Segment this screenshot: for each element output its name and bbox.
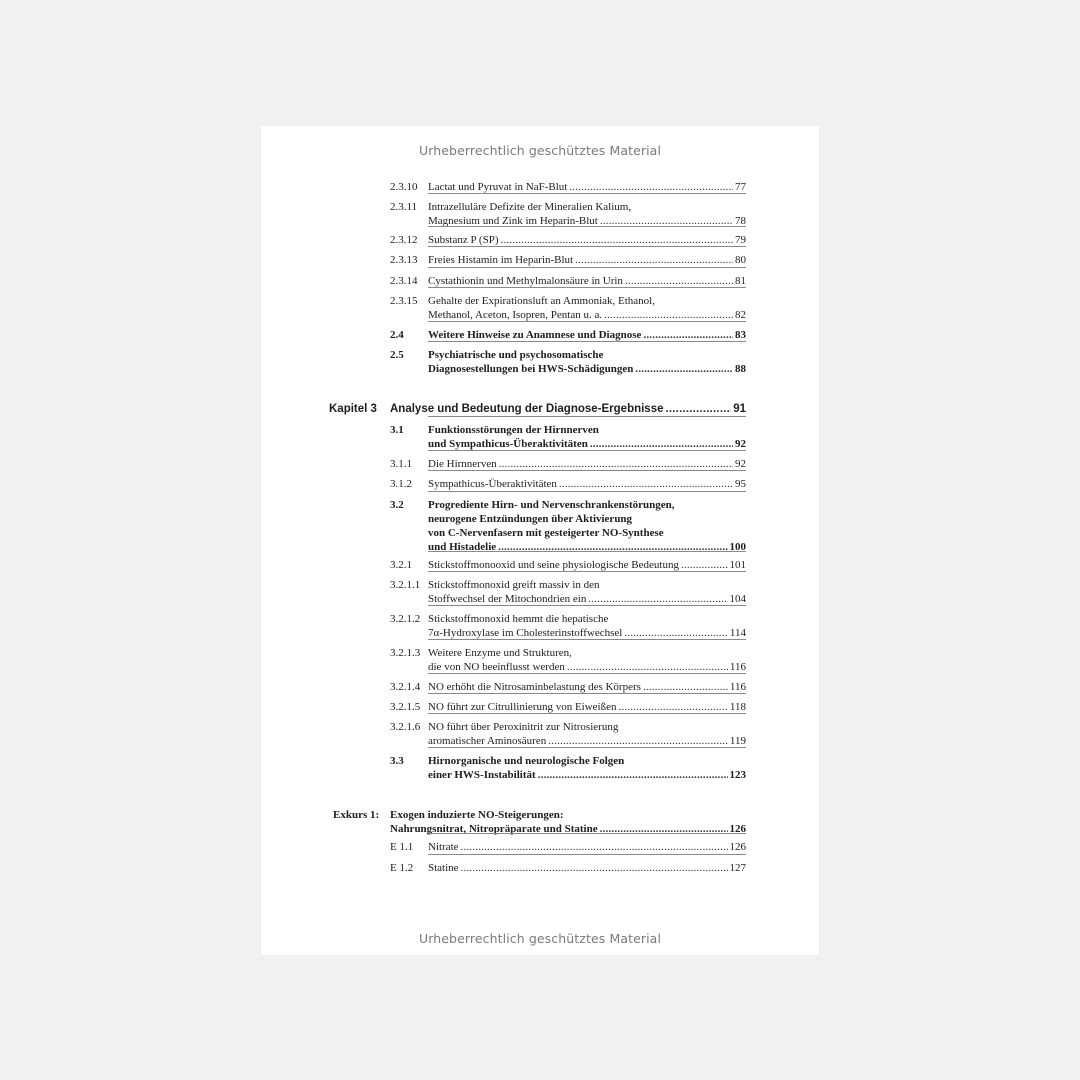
toc-page-number: 100: [729, 541, 746, 553]
entry-divider: [428, 450, 746, 451]
toc-entry-title: [428, 274, 746, 288]
toc-page-number: 82: [735, 309, 746, 321]
toc-entry-title: [428, 477, 746, 491]
toc-entry-number: E 1.1: [390, 841, 414, 853]
toc-entry-title-line: Methanol, Aceton, Isopren, Pentan u. a.: [428, 309, 603, 321]
leader-dots: [548, 734, 728, 748]
toc-page-number: 91: [733, 403, 746, 415]
entry-divider: [428, 551, 746, 552]
leader-dots: [619, 700, 728, 714]
leader-dots: [588, 592, 727, 606]
leader-dots: [461, 861, 728, 875]
toc-entry-title-line: Substanz P (SP): [428, 234, 499, 246]
leader-dots: [590, 437, 733, 451]
toc-entry-title-line: Intrazelluläre Defizite der Mineralien Kalium,: [428, 201, 632, 213]
toc-page-number: 78: [735, 215, 746, 227]
toc-entry-title-line: Progrediente Hirn- und Nervenschrankenstörungen,: [428, 499, 675, 511]
leader-dots: [461, 840, 728, 854]
toc-entry-title-line: Hirnorganische und neurologische Folgen: [428, 755, 625, 767]
toc-page-number: 118: [729, 701, 746, 713]
toc-entry-title-line: Stickstoffmonooxid und seine physiologische Bedeutung: [428, 559, 679, 571]
leader-dots: [625, 274, 733, 288]
toc-entry-title-line: und Histadelie: [428, 541, 497, 553]
entry-divider: [428, 747, 746, 748]
toc-entry-title: [428, 180, 746, 194]
toc-page-number: 80: [735, 254, 746, 266]
toc-entry-number: 3.2.1.5: [390, 701, 421, 713]
toc-page-number: 92: [735, 458, 746, 470]
toc-entry-number: 2.3.14: [390, 275, 418, 287]
toc-page-number: 81: [735, 275, 746, 287]
toc-entry-title: [428, 253, 746, 267]
toc-page-number: 79: [735, 234, 746, 246]
entry-divider: [428, 341, 746, 342]
watermark-top: Urheberrechtlich geschütztes Material: [418, 143, 662, 158]
toc-entry-title-line: Stickstoffmonoxid hemmt die hepatische: [428, 613, 609, 625]
leader-dots: [569, 180, 733, 194]
toc-entry-number: Kapitel 3: [329, 403, 377, 415]
toc-entry-title-line: Die Hirnnerven: [428, 458, 497, 470]
toc-page-number: 126: [729, 823, 746, 835]
toc-entry-number: 3.2.1.1: [390, 579, 421, 591]
toc-entry-title-line: Psychiatrische und psychosomatische: [428, 349, 604, 361]
entry-divider: [428, 321, 746, 322]
leader-dots: [575, 253, 733, 267]
toc-page-number: 119: [729, 735, 746, 747]
toc-entry-number: 3.2.1.4: [390, 681, 421, 693]
toc-entry-number: 2.3.12: [390, 234, 418, 246]
toc-entry-number: 3.3: [390, 755, 404, 767]
entry-divider: [428, 673, 746, 674]
toc-entry-title-line: Lactat und Pyruvat in NaF-Blut: [428, 181, 568, 193]
toc-entry-number: 2.3.13: [390, 254, 418, 266]
toc-entry-number: E 1.2: [390, 862, 414, 874]
toc-entry-title: [428, 423, 746, 451]
toc-entry-number: 2.4: [390, 329, 404, 341]
toc-entry-title: [428, 578, 746, 606]
toc-entry-title: [428, 200, 746, 228]
leader-dots: [624, 626, 728, 640]
toc-entry-title-line: Magnesium und Zink im Heparin-Blut: [428, 215, 598, 227]
entry-divider: [428, 287, 746, 288]
leader-dots: [567, 660, 728, 674]
toc-entry-title-line: Weitere Hinweise zu Anamnese und Diagnose: [428, 329, 642, 341]
toc-entry-title-line: die von NO beeinflusst werden: [428, 661, 565, 673]
entry-divider: [428, 193, 746, 194]
toc-entry-title-line: Statine: [428, 862, 459, 874]
toc-entry-title-line: Diagnosestellungen bei HWS-Schädigungen: [428, 363, 634, 375]
leader-dots: [538, 768, 728, 782]
toc-page-number: 95: [735, 478, 746, 490]
toc-entry-title: [428, 233, 746, 247]
leader-dots: [635, 362, 733, 376]
toc-entry-title: [428, 498, 746, 554]
toc-entry-title-line: neurogene Entzündungen über Aktivierung: [428, 513, 633, 525]
toc-entry-title: [428, 348, 746, 376]
toc-entry-title-line: Cystathionin und Methylmalonsäure in Urin: [428, 275, 623, 287]
leader-dots: [604, 308, 733, 322]
entry-divider: [428, 571, 746, 572]
leader-dots: [501, 233, 734, 247]
toc-entry-title-line: 7α-Hydroxylase im Cholesterinstoffwechsel: [428, 627, 623, 639]
toc-entry-number: 2.3.15: [390, 295, 418, 307]
toc-entry-title-line: Freies Histamin im Heparin-Blut: [428, 254, 574, 266]
toc-entry-title: [428, 612, 746, 640]
toc-entry-title-line: Nahrungsnitrat, Nitropräparate und Statine: [390, 823, 598, 835]
toc-entry-number: Exkurs 1:: [333, 809, 380, 821]
toc-entry-title-line: von C-Nervenfasern mit gesteigerter NO-Synthese: [428, 527, 664, 539]
toc-entry-number: 2.3.10: [390, 181, 418, 193]
toc-page-number: 116: [729, 661, 746, 673]
toc-entry-number: 3.2: [390, 499, 404, 511]
leader-dots: [643, 328, 733, 342]
entry-divider: [428, 639, 746, 640]
toc-entry-number: 3.2.1.6: [390, 721, 421, 733]
toc-entry-title-line: Nitrate: [428, 841, 459, 853]
toc-entry-title-line: aromatischer Aminosäuren: [428, 735, 547, 747]
toc-entry-number: 3.2.1.2: [390, 613, 421, 625]
toc-entry-title-line: NO erhöht die Nitrosaminbelastung des Körpers: [428, 681, 641, 693]
toc-page-number: 114: [729, 627, 746, 639]
toc-entry-title: [428, 646, 746, 674]
toc-entry-title-line: NO führt über Peroxinitrit zur Nitrosierung: [428, 721, 619, 733]
entry-divider: [428, 605, 746, 606]
toc-entry-number: 2.5: [390, 349, 404, 361]
toc-page-number: 126: [729, 841, 746, 853]
toc-entry-title-line: Weitere Enzyme und Strukturen,: [428, 647, 572, 659]
entry-divider: [428, 833, 746, 834]
toc-entry-title: [428, 700, 746, 714]
toc-page-number: 101: [729, 559, 746, 571]
toc-entry-title-line: NO führt zur Citrullinierung von Eiweißen: [428, 701, 617, 713]
toc-entry-title-line: Stoffwechsel der Mitochondrien ein: [428, 593, 587, 605]
leader-dots: [681, 558, 728, 572]
toc-entry-title: [428, 754, 746, 782]
toc-entry-title: [390, 808, 746, 836]
toc-entry-title: [428, 720, 746, 748]
toc-page-number: 88: [735, 363, 746, 375]
entry-divider: [428, 267, 746, 268]
book-page: [261, 126, 819, 955]
toc-entry-title: [428, 558, 746, 572]
toc-page-number: 116: [729, 681, 746, 693]
toc-page-number: 77: [735, 181, 746, 193]
toc-entry-title-line: Funktionsstörungen der Hirnnerven: [428, 424, 599, 436]
toc-entry-title-line: einer HWS-Instabilität: [428, 769, 536, 781]
toc-entry-title: [428, 840, 746, 854]
entry-divider: [428, 226, 746, 227]
toc-entry-number: 3.2.1: [390, 559, 412, 571]
toc-entry-number: 2.3.11: [390, 201, 418, 213]
toc-entry-title-line: Sympathicus-Überaktivitäten: [428, 478, 557, 490]
toc-page-number: 104: [729, 593, 746, 605]
toc-entry-title: [390, 402, 746, 416]
toc-entry-title-line: Gehalte der Expirationsluft an Ammoniak, Ethanol,: [428, 295, 655, 307]
toc-page-number: 92: [735, 438, 746, 450]
toc-entry-title: [428, 294, 746, 322]
toc-entry-title-line: Stickstoffmonoxid greift massiv in den: [428, 579, 600, 591]
entry-divider: [428, 693, 746, 694]
toc-page-number: 127: [729, 862, 746, 874]
toc-entry-title-line: Analyse und Bedeutung der Diagnose-Ergebnisse: [390, 403, 664, 415]
toc-entry-title-line: Exogen induzierte NO-Steigerungen:: [390, 809, 564, 821]
toc-entry-title: [428, 328, 746, 342]
leader-dots: [559, 477, 733, 491]
entry-divider: [428, 470, 746, 471]
toc-entry-title: [428, 861, 746, 875]
toc-entry-title: [428, 457, 746, 471]
toc-entry-title: [428, 680, 746, 694]
toc-page-number: 83: [735, 329, 746, 341]
toc-entry-number: 3.2.1.3: [390, 647, 421, 659]
leader-dots: [499, 457, 733, 471]
leader-dots: [643, 680, 728, 694]
toc-entry-title-line: und Sympathicus-Überaktivitäten: [428, 438, 588, 450]
toc-page-number: 123: [729, 769, 746, 781]
toc-entry-number: 3.1.1: [390, 458, 412, 470]
entry-divider: [428, 854, 746, 855]
toc-entry-number: 3.1.2: [390, 478, 412, 490]
entry-divider: [428, 491, 746, 492]
entry-divider: [428, 416, 746, 417]
entry-divider: [428, 246, 746, 247]
leader-dots: [666, 402, 732, 416]
watermark-bottom: Urheberrechtlich geschütztes Material: [418, 931, 662, 946]
toc-entry-number: 3.1: [390, 424, 404, 436]
entry-divider: [428, 713, 746, 714]
